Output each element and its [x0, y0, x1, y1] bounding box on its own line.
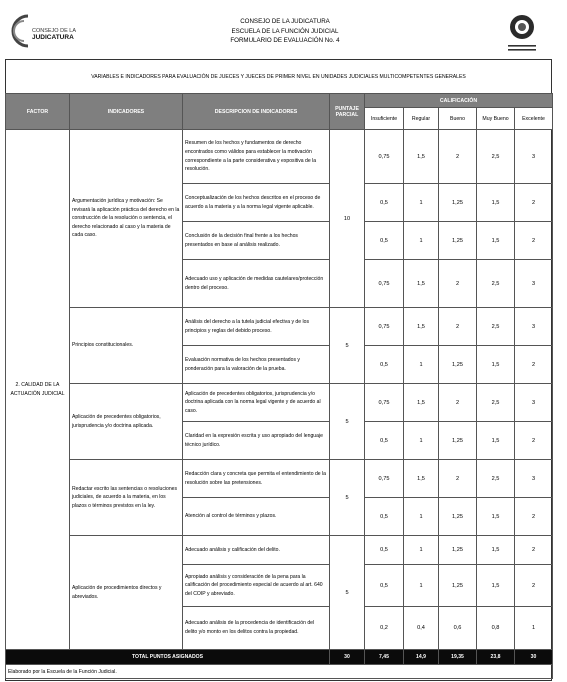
level-header: Bueno: [439, 108, 477, 130]
score-cell: 0,75: [365, 130, 404, 184]
score-cell: 2,5: [477, 260, 515, 308]
totals-row: [6, 650, 553, 665]
score-cell: 2: [439, 130, 477, 184]
score-cell: 1: [404, 536, 439, 565]
description-cell: Aplicación de precedentes obligatorios, jurisprudencia y/o doctrina aplicada con la norma legal vigente y de acuerdo al caso.: [183, 384, 330, 422]
score-cell: 0,5: [365, 184, 404, 222]
indicator-cell: Principios constitucionales.: [70, 308, 183, 384]
description-cell: Resumen de los hechos y fundamentos de derecho encontrados como válidos para establecer la motivación correspondiente a la parte considerativa y expositiva de la resolución.: [183, 130, 330, 184]
totals-value: 19,35: [439, 650, 477, 665]
score-cell: 1,5: [404, 130, 439, 184]
score-cell: 2: [515, 184, 553, 222]
score-cell: 1: [404, 422, 439, 460]
table-row: [6, 130, 553, 184]
description-cell: Adecuado uso y aplicación de medidas cautelares/protección dentro del proceso.: [183, 260, 330, 308]
score-cell: 2: [515, 346, 553, 384]
score-cell: 3: [515, 260, 553, 308]
points-cell: 5: [330, 536, 365, 650]
header-line-2: ESCUELA DE LA FUNCIÓN JUDICIAL: [231, 27, 339, 35]
evaluation-table: [5, 93, 553, 679]
score-cell: 1,25: [439, 346, 477, 384]
level-header: Muy Bueno: [477, 108, 515, 130]
document-header: [0, 0, 567, 58]
description-cell: Análisis del derecho a la tutela judicial efectiva y de los principios y reglas del debido proceso.: [183, 308, 330, 346]
score-cell: 0,5: [365, 422, 404, 460]
score-cell: 0,75: [365, 460, 404, 498]
level-header: Excelente: [515, 108, 553, 130]
col-factor-header: FACTOR: [6, 94, 70, 130]
footer-row: [6, 665, 553, 679]
score-cell: 0,4: [404, 607, 439, 650]
score-cell: 0,5: [365, 346, 404, 384]
totals-label: TOTAL PUNTOS ASIGNADOS: [6, 650, 330, 665]
table-row: [6, 384, 553, 422]
score-cell: 2,5: [477, 384, 515, 422]
points-cell: 5: [330, 460, 365, 536]
score-cell: 2: [515, 498, 553, 536]
score-cell: 3: [515, 130, 553, 184]
description-cell: Adecuado análisis y calificación del delito.: [183, 536, 330, 565]
factor-cell: 2. CALIDAD DE LA ACTUACIÓN JUDICIAL: [6, 130, 70, 650]
score-cell: 1,5: [477, 565, 515, 607]
escuela-logo-icon: [500, 12, 544, 56]
score-cell: 3: [515, 460, 553, 498]
level-header: Insuficiente: [365, 108, 404, 130]
score-cell: 0,75: [365, 260, 404, 308]
score-cell: 2: [439, 460, 477, 498]
header-line-3: FORMULARIO DE EVALUACIÓN No. 4: [230, 37, 340, 45]
score-cell: 2: [439, 308, 477, 346]
consejo-logo-icon: [6, 12, 76, 50]
score-cell: 0,8: [477, 607, 515, 650]
score-cell: 2: [439, 384, 477, 422]
score-cell: 1,5: [404, 460, 439, 498]
table-row: [6, 536, 553, 565]
score-cell: 0,5: [365, 536, 404, 565]
score-cell: 2: [515, 536, 553, 565]
totals-value: 7,45: [365, 650, 404, 665]
description-cell: Apropiado análisis y consideración de la pena para la calificación del procedimiento especial de acuerdo al art. 640 del COIP y abreviado.: [183, 565, 330, 607]
score-cell: 3: [515, 308, 553, 346]
description-cell: Redacción clara y concreta que permita el entendimiento de la resolución sobre las pretensiones.: [183, 460, 330, 498]
score-cell: 0,75: [365, 384, 404, 422]
score-cell: 1,25: [439, 184, 477, 222]
col-puntaje-header: PUNTAJE PARCIAL: [330, 94, 365, 130]
totals-value: 30: [515, 650, 553, 665]
description-cell: Adecuado análisis de la procedencia de identificación del delito y/o monto en los delitos contra la propiedad.: [183, 607, 330, 650]
score-cell: 2,5: [477, 308, 515, 346]
description-cell: Conceptualización de los hechos descritos en el proceso de acuerdo a la materia y a la norma legal vigente aplicable.: [183, 184, 330, 222]
evaluation-body: [6, 130, 553, 650]
points-cell: 5: [330, 384, 365, 460]
score-cell: 1,5: [477, 222, 515, 260]
indicator-cell: Aplicación de procedimientos directos y abreviados.: [70, 536, 183, 650]
score-cell: 1,5: [404, 384, 439, 422]
score-cell: 1,25: [439, 536, 477, 565]
score-cell: 2,5: [477, 460, 515, 498]
score-cell: 0,75: [365, 308, 404, 346]
score-cell: 0,5: [365, 498, 404, 536]
score-cell: 1,5: [477, 536, 515, 565]
col-indicadores-header: INDICADORES: [70, 94, 183, 130]
score-cell: 1,25: [439, 565, 477, 607]
table-row: [6, 308, 553, 346]
points-cell: 10: [330, 130, 365, 308]
score-cell: 1,5: [404, 308, 439, 346]
score-cell: 1,5: [477, 422, 515, 460]
score-cell: 1: [515, 607, 553, 650]
header-text: [150, 17, 420, 46]
score-cell: 0,6: [439, 607, 477, 650]
header-line-1: CONSEJO DE LA JUDICATURA: [240, 18, 330, 25]
score-cell: 0,2: [365, 607, 404, 650]
score-cell: 1: [404, 184, 439, 222]
score-cell: 1,25: [439, 498, 477, 536]
logo-text: CONSEJO DE LA: [32, 28, 76, 34]
score-cell: 2,5: [477, 130, 515, 184]
logo-text: JUDICATURA: [32, 34, 74, 41]
description-cell: Evaluación normativa de los hechos presentados y ponderación para la valoración de la prueba.: [183, 346, 330, 384]
indicator-cell: Aplicación de precedentes obligatorios, jurisprudencia y/o doctrina aplicada.: [70, 384, 183, 460]
col-calificacion-header: CALIFICACIÓN: [365, 94, 553, 108]
description-cell: Claridad en la expresión escrita y uso apropiado del lenguaje técnico jurídico.: [183, 422, 330, 460]
totals-value: 23,8: [477, 650, 515, 665]
score-cell: 0,5: [365, 565, 404, 607]
score-cell: 1: [404, 346, 439, 384]
score-cell: 1,5: [404, 260, 439, 308]
indicator-cell: Redactar escrito las sentencias o resoluciones judiciales, de acuerdo a la materia, en los plazos o términos previstos en la ley.: [70, 460, 183, 536]
level-header: Regular: [404, 108, 439, 130]
col-descripcion-header: DESCRIPCION DE INDICADORES: [183, 94, 330, 130]
score-cell: 2: [439, 260, 477, 308]
score-cell: 3: [515, 384, 553, 422]
description-cell: Atención al control de términos y plazos.: [183, 498, 330, 536]
score-cell: 1,25: [439, 422, 477, 460]
score-cell: 1: [404, 498, 439, 536]
totals-value: 14,9: [404, 650, 439, 665]
form-title: VARIABLES E INDICADORES PARA EVALUACIÓN DE JUECES Y JUECES DE PRIMER NIVEL EN UNIDADES JUDICIALES MULTICOMPETENTES GENERALES: [91, 73, 466, 80]
score-cell: 1: [404, 565, 439, 607]
points-cell: 5: [330, 308, 365, 384]
score-cell: 1,25: [439, 222, 477, 260]
indicator-cell: Argumentación jurídica y motivación: Se revisará la aplicación práctica del derecho en la construcción de la resolución o sentencia, el derecho relacionado al caso y la materia de cada caso.: [70, 130, 183, 308]
score-cell: 1,5: [477, 184, 515, 222]
description-cell: Conclusión de la decisión final frente a los hechos presentados en base al análisis realizado.: [183, 222, 330, 260]
table-row: [6, 460, 553, 498]
score-cell: 0,5: [365, 222, 404, 260]
score-cell: 2: [515, 565, 553, 607]
score-cell: 1: [404, 222, 439, 260]
score-cell: 1,5: [477, 346, 515, 384]
footer-note: Elaborado por la Escuela de la Función Judicial.: [6, 665, 553, 679]
totals-points: 30: [330, 650, 365, 665]
score-cell: 2: [515, 422, 553, 460]
score-cell: 2: [515, 222, 553, 260]
score-cell: 1,5: [477, 498, 515, 536]
